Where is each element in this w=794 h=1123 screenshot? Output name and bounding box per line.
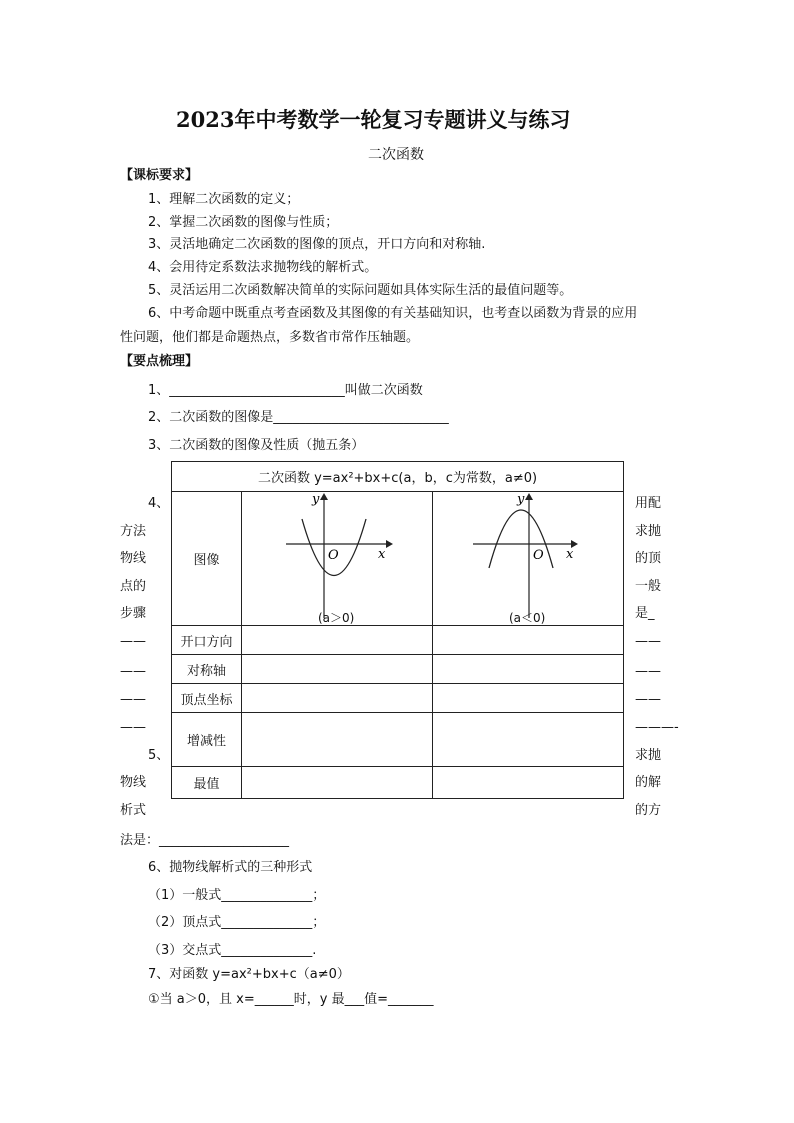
blank-cell <box>242 655 433 684</box>
x-axis-label: x <box>566 547 574 562</box>
margin-left-text: 步骤 <box>120 606 147 621</box>
question-7-line1: ①当 a＞0，且 x=______时，y 最___值=_______ <box>148 992 434 1007</box>
question-2: 2、二次函数的图像是___________________________ <box>148 410 449 425</box>
blank-cell <box>433 713 624 767</box>
margin-left-text: 物线 <box>120 775 147 790</box>
section-heading-standards: 【课标要求】 <box>120 168 199 183</box>
margin-left-text: 析式 <box>120 803 147 818</box>
subtitle: 二次函数 <box>368 147 424 163</box>
question-5-end: 法是：____________________ <box>120 833 290 848</box>
blank-cell <box>433 767 624 799</box>
standard-item: 6、中考命题中既重点考查函数及其图像的有关基础知识，也考查以函数为背景的应用 <box>148 306 638 321</box>
form-general: （1）一般式______________； <box>148 888 326 903</box>
margin-left-text: —— <box>120 692 146 707</box>
blank-cell <box>433 684 624 713</box>
y-axis-label: y <box>517 492 525 507</box>
margin-right-text: ———- <box>635 720 679 735</box>
form-intercept: （3）交点式______________. <box>148 943 317 958</box>
page-title: 2023年中考数学一轮复习专题讲义与练习 <box>176 107 571 132</box>
margin-right-text: 求抛 <box>635 748 662 763</box>
blank-cell <box>433 626 624 655</box>
row-label-axis: 对称轴 <box>172 655 242 684</box>
margin-left-text: 物线 <box>120 551 147 566</box>
row-label-image: 图像 <box>172 492 242 626</box>
row-label-monotonicity: 增减性 <box>172 713 242 767</box>
blank-cell <box>433 655 624 684</box>
properties-table <box>171 461 624 799</box>
caption-a-positive: (a＞0) <box>318 611 355 625</box>
question-6-heading: 6、抛物线解析式的三种形式 <box>148 860 313 875</box>
margin-left-text: 点的 <box>120 579 147 594</box>
blank-cell <box>242 684 433 713</box>
question-7-heading: 7、对函数 y=ax²+bx+c（a≠0） <box>148 967 350 982</box>
margin-right-text: —— <box>635 664 661 679</box>
question-1: 1、___________________________叫做二次函数 <box>148 383 423 398</box>
form-vertex: （2）顶点式______________； <box>148 915 326 930</box>
margin-right-text: 一般 <box>635 579 662 594</box>
standard-item: 1、理解二次函数的定义； <box>148 192 300 207</box>
margin-right-text: 的解 <box>635 775 662 790</box>
origin-label: O <box>533 548 544 563</box>
margin-right-text: —— <box>635 634 661 649</box>
blank-cell <box>242 626 433 655</box>
parabola-up-graph <box>242 492 431 624</box>
section-heading-keypoints: 【要点梳理】 <box>120 354 199 369</box>
row-label-opening: 开口方向 <box>172 626 242 655</box>
x-axis-label: x <box>378 547 386 562</box>
row-label-extremum: 最值 <box>172 767 242 799</box>
margin-right-text: —— <box>635 692 661 707</box>
margin-left-text: —— <box>120 720 146 735</box>
margin-right-text: 用配 <box>635 496 662 511</box>
row-label-vertex: 顶点坐标 <box>172 684 242 713</box>
question-3: 3、二次函数的图像及性质（抛五条） <box>148 438 365 453</box>
standard-item: 3、灵活地确定二次函数的图像的顶点，开口方向和对称轴. <box>148 237 486 252</box>
standard-item: 5、灵活运用二次函数解决简单的实际问题如具体实际生活的最值问题等。 <box>148 283 573 298</box>
margin-left-text: —— <box>120 664 146 679</box>
margin-right-text: 求抛 <box>635 524 662 539</box>
standard-item: 4、会用待定系数法求抛物线的解析式。 <box>148 260 378 275</box>
graph-cell-positive <box>242 492 433 626</box>
caption-a-negative: (a＜0) <box>509 611 546 625</box>
margin-right-text: 的顶 <box>635 551 662 566</box>
blank-cell <box>242 767 433 799</box>
margin-right-text: 的方 <box>635 803 662 818</box>
blank-cell <box>242 713 433 767</box>
margin-left-text: 5、 <box>148 748 170 763</box>
margin-left-text: —— <box>120 634 146 649</box>
origin-label: O <box>328 548 339 563</box>
margin-left-text: 方法 <box>120 524 147 539</box>
graph-cell-negative <box>433 492 624 626</box>
y-axis-label: y <box>312 492 320 507</box>
table-header: 二次函数 y=ax²+bx+c(a，b，c为常数，a≠0) <box>172 462 624 492</box>
margin-right-text: 是_ <box>635 606 655 621</box>
parabola-down-graph <box>433 492 622 624</box>
margin-left-text: 4、 <box>148 496 170 511</box>
standard-item: 性问题，他们都是命题热点，多数省市常作压轴题。 <box>120 330 420 345</box>
standard-item: 2、掌握二次函数的图像与性质； <box>148 215 339 230</box>
